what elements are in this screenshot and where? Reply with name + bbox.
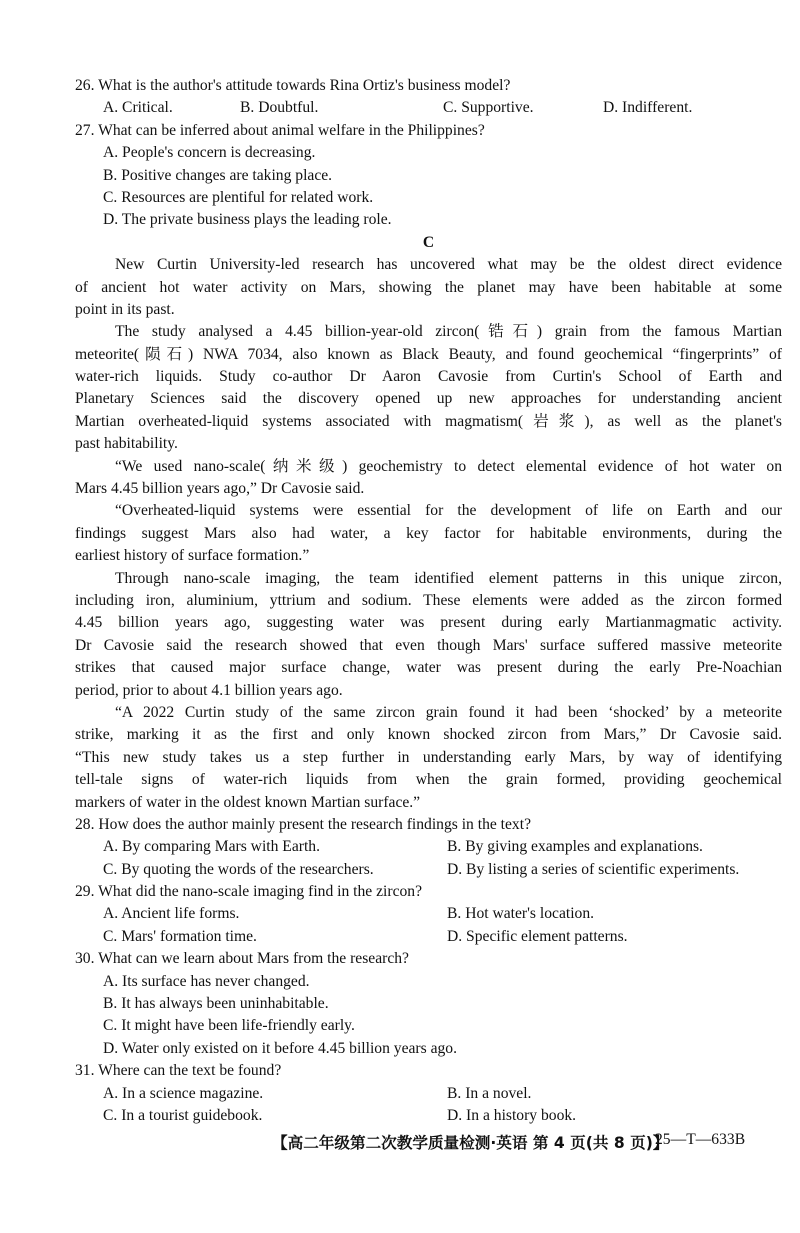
answer-option: C. It might have been life-friendly early. — [103, 1017, 355, 1035]
answer-option: D. By listing a series of scientific experiments. — [447, 860, 740, 878]
answer-option: A. Its surface has never changed. — [103, 972, 310, 990]
passage-line: of ancient hot water activity on Mars, showing the planet may have been habitable at some — [75, 278, 782, 296]
passage-line: findings suggest Mars also had water, a key factor for habitable environments, during the — [75, 524, 782, 542]
passage-line: period, prior to about 4.1 billion years ago. — [75, 681, 343, 699]
answer-option: C. Mars' formation time. — [103, 927, 257, 945]
answer-option: B. Doubtful. — [240, 99, 319, 117]
answer-option: B. In a novel. — [447, 1084, 532, 1102]
passage-line: meteorite(陨石) NWA 7034, also known as Black Beauty, and found geochemical “fingerprints” of — [75, 345, 782, 363]
answer-option: A. By comparing Mars with Earth. — [103, 838, 320, 856]
passage-line: water-rich liquids. Study co-author Dr Aaron Cavosie from Curtin's School of Earth and — [75, 368, 782, 386]
footer-title: 【高二年级第二次教学质量检测·英语 第 4 页(共 8 页)】 — [272, 1134, 669, 1152]
passage-line: “A 2022 Curtin study of the same zircon grain found it had been ‘shocked’ by a meteorite — [115, 703, 782, 721]
option-row — [75, 903, 782, 925]
answer-option: C. By quoting the words of the researchers. — [103, 860, 374, 878]
option-row — [75, 926, 782, 948]
answer-option: C. Resources are plentiful for related work. — [103, 188, 374, 206]
passage-line: “This new study takes us a step further in understanding early Mars, by way of identifying — [75, 748, 782, 766]
answer-option: C. In a tourist guidebook. — [103, 1106, 263, 1124]
passage-line: Mars 4.45 billion years ago,” Dr Cavosie said. — [75, 480, 365, 498]
passage-line: including iron, aluminium, yttrium and sodium. These elements were added as the zircon formed — [75, 591, 782, 609]
passage-line: tell-tale signs of water-rich liquids from when the grain formed, providing geochemical — [75, 771, 782, 789]
option-row — [75, 859, 782, 881]
passage-line: Planetary Sciences said the discovery opened up new approaches for understanding ancient — [75, 390, 782, 408]
passage-line: point in its past. — [75, 300, 175, 318]
answer-option: D. The private business plays the leading role. — [103, 211, 392, 229]
passage-line: strike, marking it as the first and only known shocked zircon from Mars,” Dr Cavosie said. — [75, 726, 782, 744]
option-row — [75, 1105, 782, 1127]
passage-line: New Curtin University-led research has uncovered what may be the oldest direct evidence — [115, 256, 782, 274]
question-stem: 29. What did the nano-scale imaging find in the zircon? — [75, 883, 422, 901]
answer-option: B. Positive changes are taking place. — [103, 166, 333, 184]
footer-code: 25—T—633B — [655, 1131, 746, 1148]
answer-option: D. Specific element patterns. — [447, 927, 628, 945]
answer-option: A. People's concern is decreasing. — [103, 144, 316, 162]
answer-option: B. By giving examples and explanations. — [447, 838, 703, 856]
passage-line: Through nano-scale imaging, the team identified element patterns in this unique zircon, — [115, 569, 782, 587]
passage-line: “We used nano-scale(纳米级) geochemistry to detect elemental evidence of hot water on — [115, 457, 782, 475]
answer-option: D. Indifferent. — [603, 99, 693, 117]
question-stem: 26. What is the author's attitude towards Rina Ortiz's business model? — [75, 77, 511, 94]
option-row — [75, 97, 782, 119]
option-row — [75, 836, 782, 858]
page-footer — [272, 1131, 792, 1153]
passage-line: markers of water in the oldest known Martian surface.” — [75, 793, 421, 811]
answer-option: C. Supportive. — [443, 99, 534, 117]
passage-line: Dr Cavosie said the research showed that even though Mars' surface suffered massive meteorite — [75, 636, 782, 654]
passage-line: past habitability. — [75, 435, 178, 453]
exam-page — [75, 75, 782, 1127]
section-heading: C — [422, 233, 435, 251]
question-stem: 27. What can be inferred about animal welfare in the Philippines? — [75, 121, 485, 139]
answer-option: A. In a science magazine. — [103, 1084, 264, 1102]
passage-line: Martian overheated-liquid systems associated with magmatism(岩浆), as well as the planet's — [75, 412, 782, 430]
answer-option: D. In a history book. — [447, 1106, 577, 1124]
passage-line: The study analysed a 4.45 billion-year-old zircon(锆石) grain from the famous Martian — [115, 323, 782, 341]
answer-option: A. Ancient life forms. — [103, 905, 240, 923]
option-row — [75, 1083, 782, 1105]
answer-option: A. Critical. — [103, 99, 173, 117]
passage-line: strikes that caused major surface change, water was present during the early Pre-Noachian — [75, 659, 782, 677]
answer-option: B. Hot water's location. — [447, 905, 595, 923]
answer-option: D. Water only existed on it before 4.45 billion years ago. — [103, 1039, 457, 1057]
passage-line: 4.45 billion years ago, suggesting water was present during early Martianmagmatic activity. — [75, 614, 782, 632]
answer-option: B. It has always been uninhabitable. — [103, 995, 329, 1013]
question-stem: 30. What can we learn about Mars from the research? — [75, 950, 409, 968]
question-stem: 28. How does the author mainly present the research findings in the text? — [75, 815, 531, 833]
question-stem: 31. Where can the text be found? — [75, 1062, 282, 1080]
passage-line: “Overheated-liquid systems were essential for the development of life on Earth and our — [115, 502, 782, 520]
passage-line: earliest history of surface formation.” — [75, 547, 310, 565]
